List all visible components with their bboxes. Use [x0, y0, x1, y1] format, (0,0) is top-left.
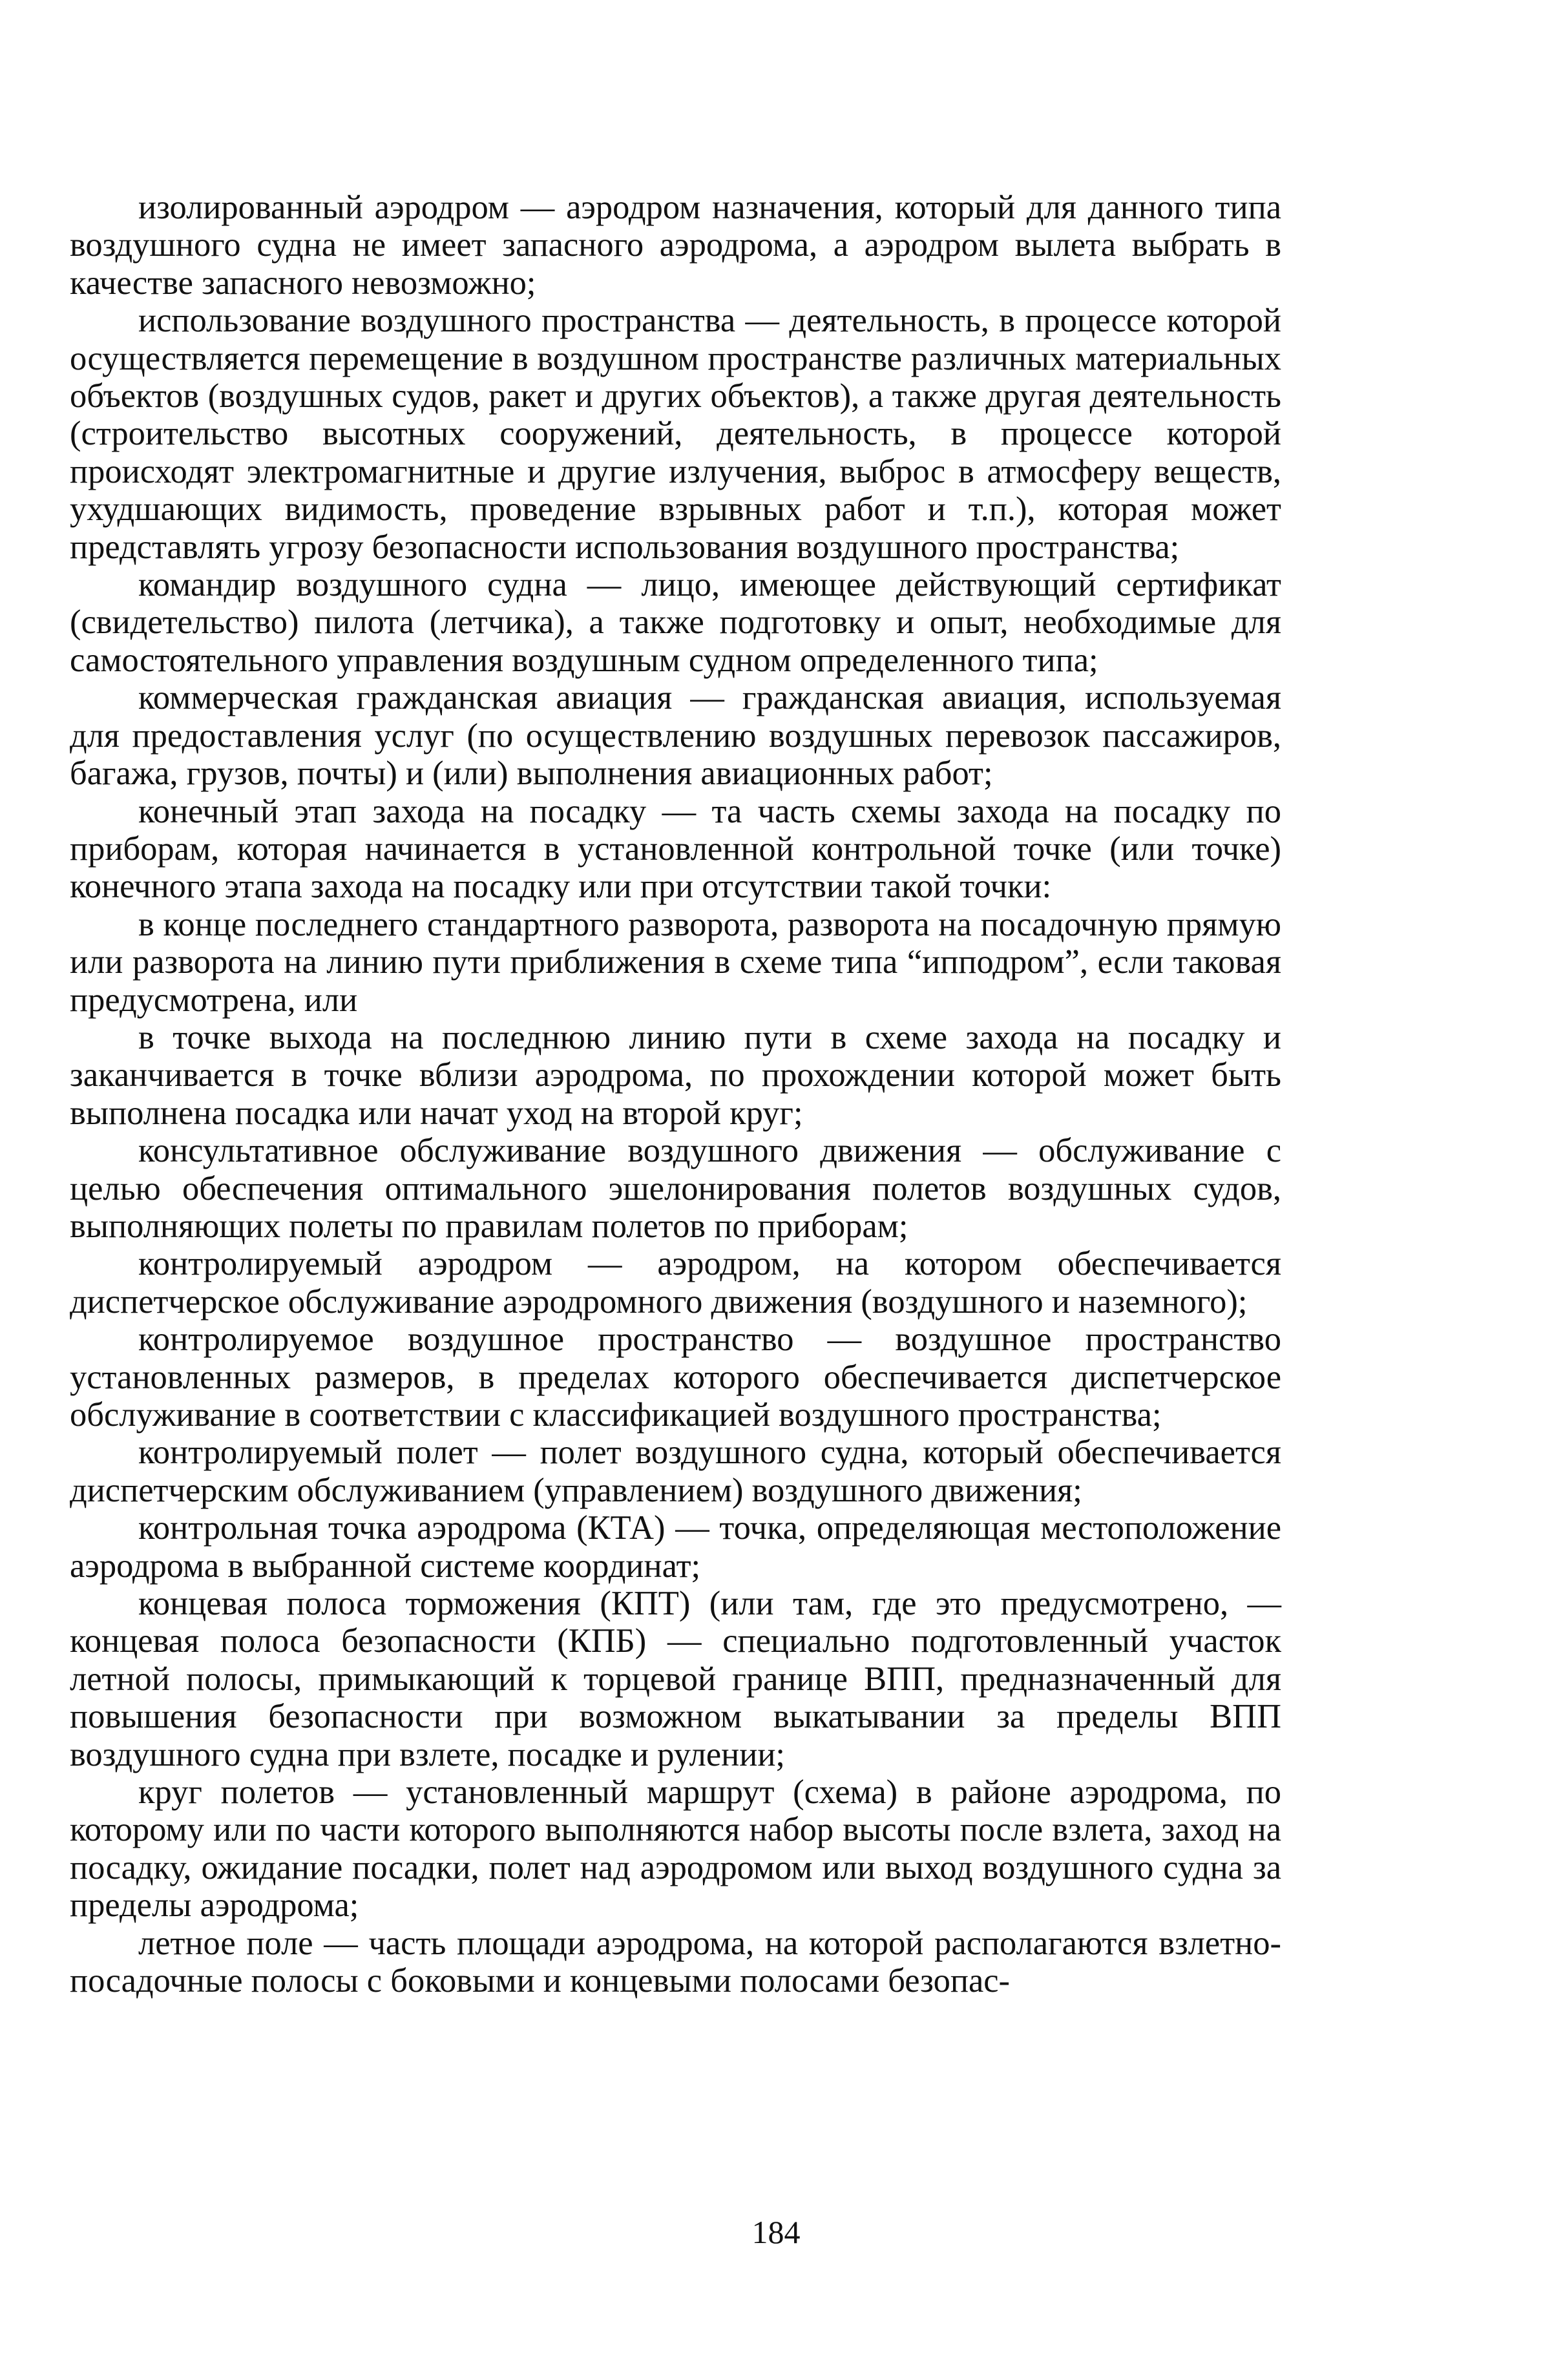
definition-controlled-aerodrome: контролируемый аэродром — аэродром, на котором обеспечивается диспетчерское обслуживание аэродромного движения (воздушного и наземного); — [70, 1245, 1281, 1320]
definition-final-approach: конечный этап захода на посадку — та часть схемы захода на посадку по приборам, которая начинается в установленной контрольной точке (или точке) конечного этапа захода на посадку или при отсутствии такой точки: — [70, 792, 1281, 906]
definition-airfield: летное поле — часть площади аэродрома, на которой располагаются взлетно-посадочные полосы с боковыми и концевыми полосами безопас- — [70, 1924, 1281, 2000]
final-approach-clause-2: в точке выхода на последнюю линию пути в схеме захода на посадку и заканчивается в точке вблизи аэродрома, по прохождении которой может быть выполнена посадка или начат уход на второй круг; — [70, 1018, 1281, 1132]
definition-traffic-circuit: круг полетов — установленный маршрут (схема) в районе аэродрома, по которому или по части которого выполняются набор высоты после взлета, заход на посадку, ожидание посадки, полет над аэродромом или выход воздушного судна за пределы аэродрома; — [70, 1773, 1281, 1925]
body-text — [70, 189, 1281, 2000]
definition-controlled-airspace: контролируемое воздушное пространство — воздушное пространство установленных размеров, в пределах которого обеспечивается диспетчерское обслуживание в соответствии с классификацией воздушного пространства; — [70, 1320, 1281, 1434]
definition-stopway: концевая полоса торможения (КПТ) (или там, где это предусмотрено, — концевая полоса безопасности (КПБ) — специально подготовленный участок летной полосы, примыкающий к торцевой границе ВПП, предназначенный для повышения безопасности при возможном выкатывании за пределы ВПП воздушного судна при взлете, посадке и рулении; — [70, 1585, 1281, 1773]
definition-aerodrome-reference-point: контрольная точка аэродрома (КТА) — точка, определяющая местоположение аэродрома в выбранной системе координат; — [70, 1509, 1281, 1585]
definition-advisory-service: консультативное обслуживание воздушного движения — обслуживание с целью обеспечения оптимального эшелонирования полетов воздушных судов, выполняющих полеты по правилам полетов по приборам; — [70, 1132, 1281, 1245]
definition-airspace-use: использование воздушного пространства — деятельность, в процессе которой осуществляется перемещение в воздушном пространстве различных материальных объектов (воздушных судов, ракет и других объектов), а также другая деятельность (строительство высотных сооружений, деятельность, в процессе которой происходят электромагнитные и другие излучения, выброс в атмосферу веществ, ухудшающих видимость, проведение взрывных работ и т.п.), которая может представлять угрозу безопасности использования воздушного пространства; — [70, 302, 1281, 566]
definition-isolated-aerodrome: изолированный аэродром — аэродром назначения, который для данного типа воздушного судна не имеет запасного аэродрома, а аэродром вылета выбрать в качестве запасного невозможно; — [70, 189, 1281, 302]
definition-aircraft-commander: командир воздушного судна — лицо, имеющее действующий сертификат (свидетельство) пилота (летчика), а также подготовку и опыт, необходимые для самостоятельного управления воздушным судном определенного типа; — [70, 566, 1281, 679]
definition-commercial-aviation: коммерческая гражданская авиация — гражданская авиация, используемая для предоставления услуг (по осуществлению воздушных перевозок пассажиров, багажа, грузов, почты) и (или) выполнения авиационных работ; — [70, 679, 1281, 793]
final-approach-clause-1: в конце последнего стандартного разворота, разворота на посадочную прямую или разворота на линию пути приближения в схеме типа “ипподром”, если таковая предусмотрена, или — [70, 905, 1281, 1019]
page-number: 184 — [751, 2214, 801, 2250]
definition-controlled-flight: контролируемый полет — полет воздушного судна, который обеспечивается диспетчерским обслуживанием (управлением) воздушного движения; — [70, 1434, 1281, 1509]
